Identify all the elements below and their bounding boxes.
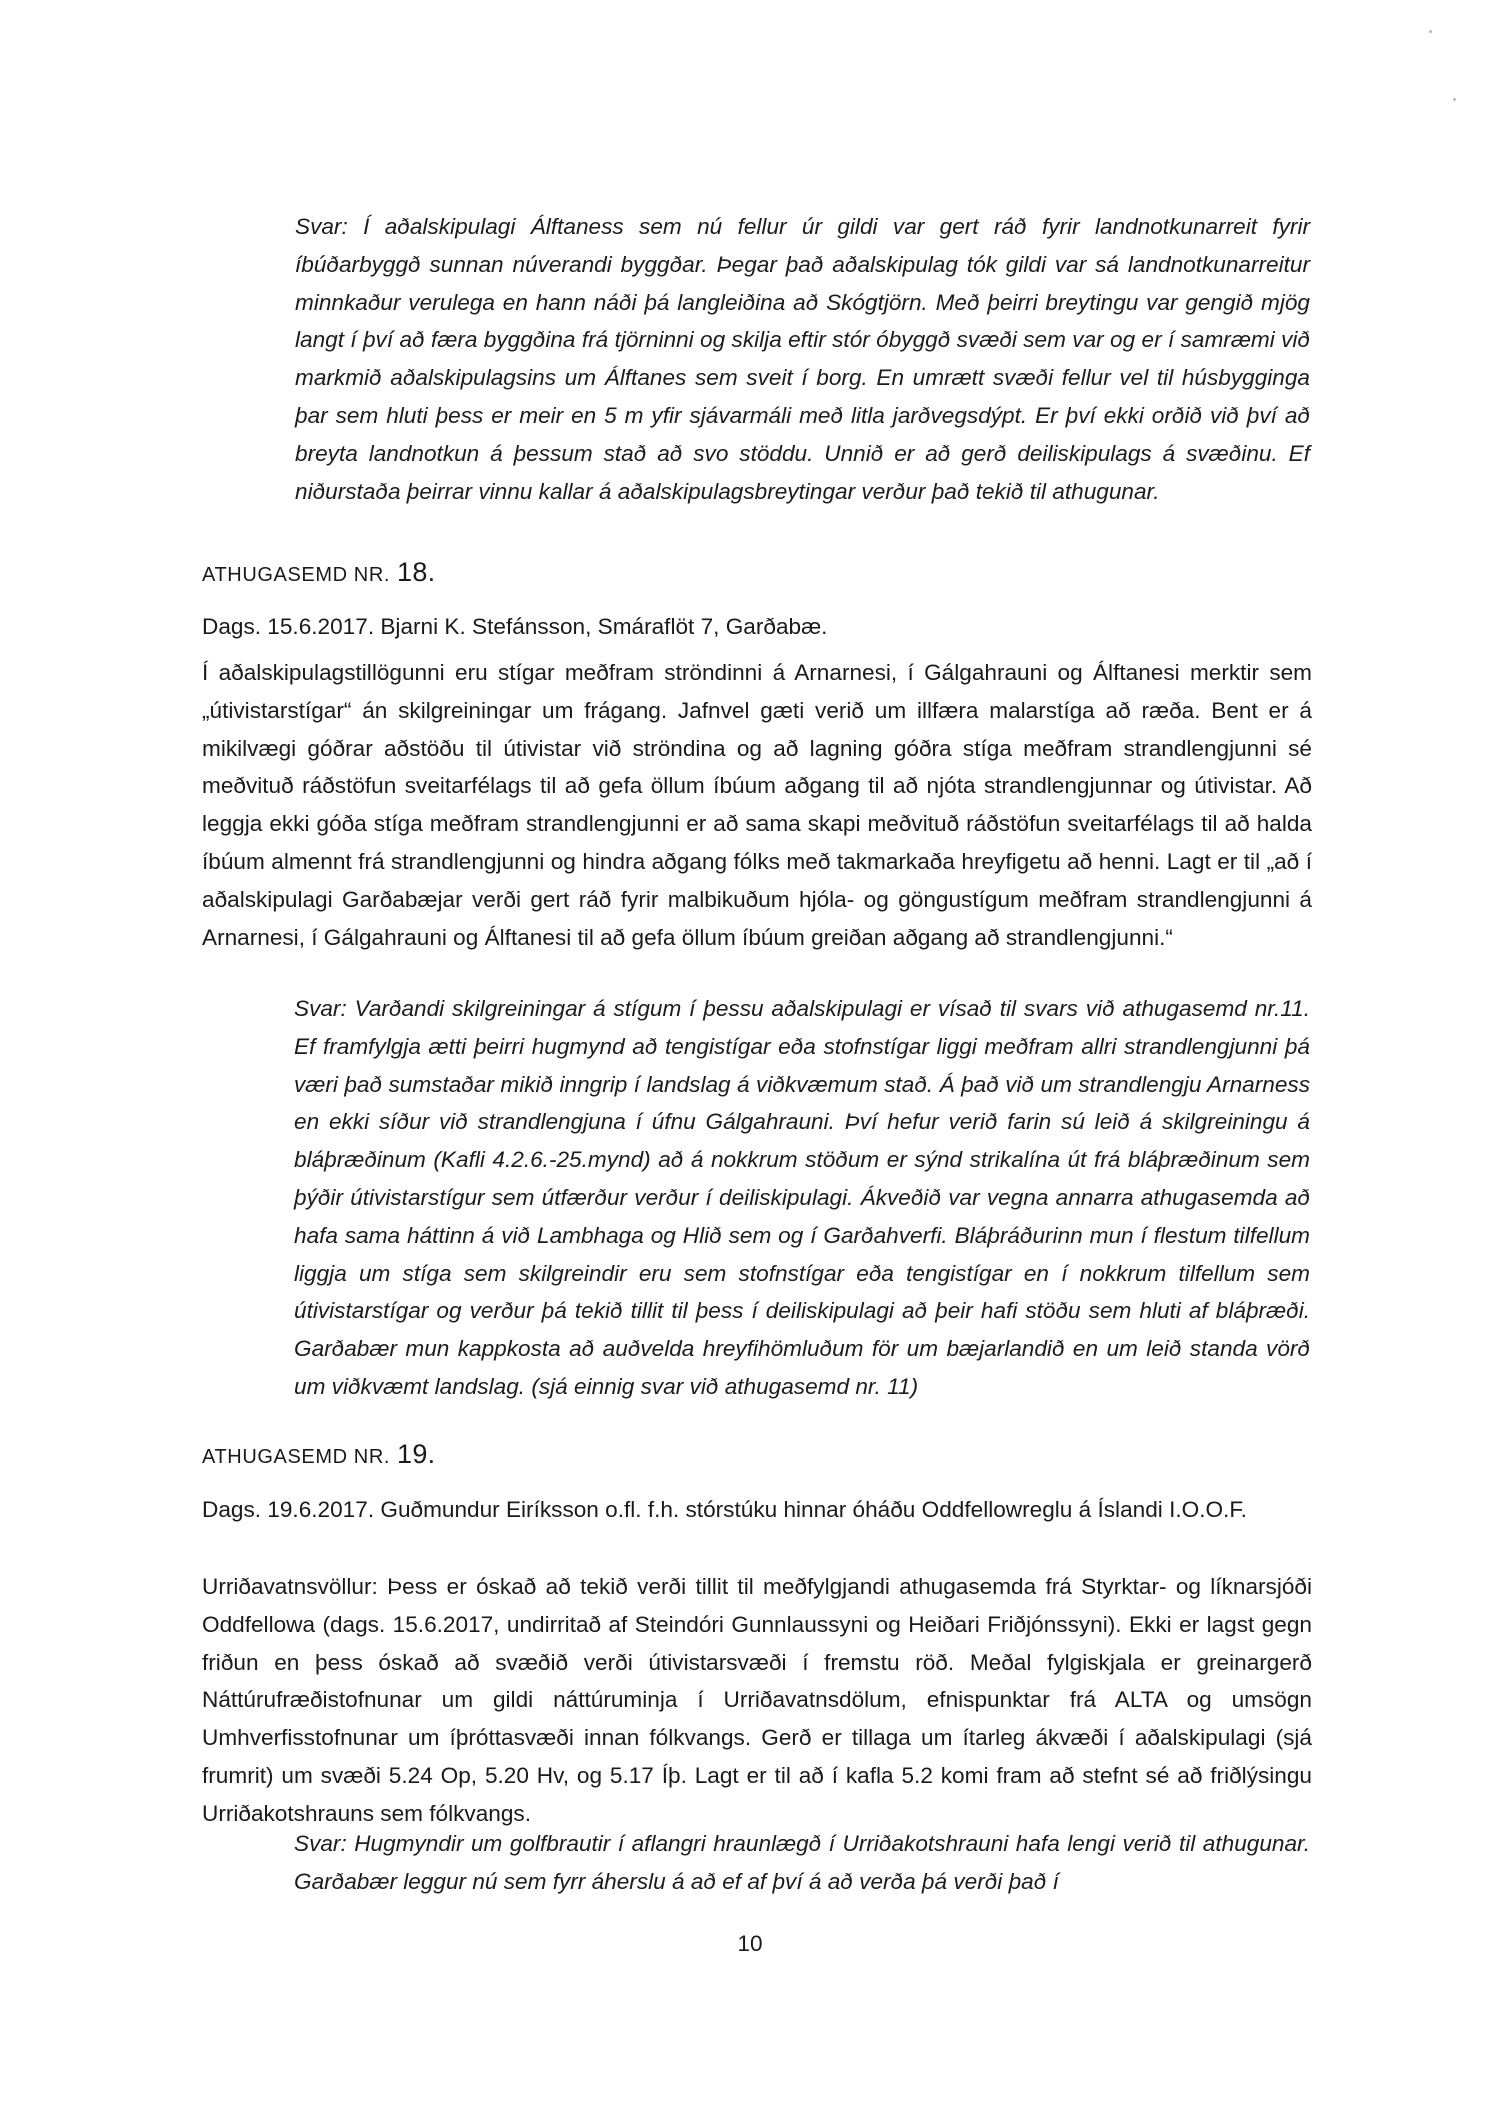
section-18-number: 18. bbox=[397, 557, 436, 587]
section-19-reply bbox=[294, 1825, 1310, 1901]
section-18-heading bbox=[202, 557, 435, 588]
scan-speck bbox=[1429, 30, 1432, 33]
page-number: 10 bbox=[737, 1931, 763, 1956]
reply-17-text: Svar: Í aðalskipulagi Álftaness sem nú fellur úr gildi var gert ráð fyrir landnotkunarreit fyrir íbúðarbyggð sunnan núverandi byggðar. Þegar það aðalskipulag tók gildi var sá landnotkunarreitur minnkaður verulega en hann náði þá langleiðina að Skógtjörn. Með þeirri breytingu var gengið mjög langt í því að færa byggðina frá tjörninni og skilja eftir stór óbyggð svæði sem var og er í samræmi við markmið aðalskipulagsins um Álftanes sem sveit í borg. En umrætt svæði fellur vel til húsbygginga þar sem hluti þess er meir en 5 m yfir sjávarmáli með litla jarðvegsdýpt. Er því ekki orðið við því að breyta landnotkun á þessum stað að svo stöddu. Unnið er að gerð deiliskipulags á svæðinu. Ef niðurstaða þeirrar vinnu kallar á aðalskipulagsbreytingar verður það tekið til athugunar. bbox=[295, 214, 1310, 504]
section-18-reply bbox=[294, 990, 1310, 1406]
section-18-reply-text: Svar: Varðandi skilgreiningar á stígum í þessu aðalskipulagi er vísað til svars við athugasemd nr.11. Ef framfylgja ætti þeirri hugmynd að tengistígar eða stofnstígar liggi meðfram allri strandlengjunni þá væri það sumstaðar mikið inngrip í landslag á viðkvæmum stað. Á það við um strandlengju Arnarness en ekki síður við strandlengjuna í úfnu Gálgahrauni. Því hefur verið farin sú leið á skilgreiningu á bláþræðinum (Kafli 4.2.6.-25.mynd) að á nokkrum stöðum er sýnd strikalína út frá bláþræðinum sem þýðir útivistarstígur sem útfærður verður í deiliskipulagi. Ákveðið var vegna annarra athugasemda að hafa sama háttinn á við Lambhaga og Hlið sem og í Garðahverfi. Bláþráðurinn mun í flestum tilfellum liggja um stíga sem skilgreindir eru sem stofnstígar eða tengistígar en í nokkrum tilfellum sem útivistarstígar og verður þá tekið tillit til þess í deiliskipulagi að þeir hafi stöðu sem hluti af bláþræði. Garðabær mun kappkosta að auðvelda hreyfihömluðum för um bæjarlandið en um leið standa vörð um viðkvæmt landslag. (sjá einnig svar við athugasemd nr. 11) bbox=[294, 996, 1310, 1399]
section-19-number: 19. bbox=[397, 1439, 436, 1469]
reply-to-comment-17 bbox=[295, 208, 1310, 510]
section-19-date-author bbox=[202, 1491, 1312, 1529]
section-18-date-author: Dags. 15.6.2017. Bjarni K. Stefánsson, Smáraflöt 7, Garðabæ. bbox=[202, 614, 828, 639]
section-19-label: ATHUGASEMD NR. bbox=[202, 1446, 391, 1468]
section-19-comment bbox=[202, 1568, 1312, 1833]
section-19-reply-text: Svar: Hugmyndir um golfbrautir í aflangri hraunlægð í Urriðakotshrauni hafa lengi verið til athugunar. Garðabær leggur nú sem fyrr áherslu á að ef af því á að verða þá verði það í bbox=[294, 1831, 1310, 1894]
section-19-comment-text: Urriðavatnsvöllur: Þess er óskað að tekið verði tillit til meðfylgjandi athugasemda frá Styrktar- og líknarsjóði Oddfellowa (dags. 15.6.2017, undirritað af Steindóri Gunnlaussyni og Heiðari Friðjónssyni). Ekki er lagst gegn friðun en þess óskað að svæðið verði útivistarsvæði í fremstu röð. Meðal fylgiskjala er greinargerð Náttúrufræðistofnunar um gildi náttúruminja í Urriðavatnsdölum, efnispunktar frá ALTA og umsögn Umhverfisstofnunar um íþróttasvæði innan fólkvangs. Gerð er tillaga um ítarleg ákvæði í aðalskipulagi (sjá frumrit) um svæði 5.24 Op, 5.20 Hv, og 5.17 Íþ. Lagt er til að í kafla 5.2 komi fram að stefnt sé að friðlýsingu Urriðakotshrauns sem fólkvangs. bbox=[202, 1574, 1312, 1826]
section-18-comment-text: Í aðalskipulagstillögunni eru stígar meðfram ströndinni á Arnarnesi, í Gálgahrauni og Álftanesi merktir sem „útivistarstígar“ án skilgreiningar um frágang. Jafnvel gæti verið um illfæra malarstíga að ræða. Bent er á mikilvægi góðrar aðstöðu til útivistar við ströndina og að lagning góðra stíga meðfram strandlengjunni sé meðvituð ráðstöfun sveitarfélags til að gefa öllum íbúum aðgang til að njóta strandlengjunnar og útivistar. Að leggja ekki góða stíga meðfram strandlengjunni er að sama skapi meðvituð ráðstöfun sveitarfélags til að halda íbúum almennt frá strandlengjunni og hindra aðgang fólks með takmarkaða hreyfigetu að henni. Lagt er til „að í aðalskipulagi Garðabæjar verði gert ráð fyrir malbikuðum hjóla- og göngustígum meðfram strandlengjunni á Arnarnesi, í Gálgahrauni og Álftanesi til að gefa öllum íbúum greiðan aðgang að strandlengjunni.“ bbox=[202, 660, 1312, 950]
section-19-date-author-text: Dags. 19.6.2017. Guðmundur Eiríksson o.fl. f.h. stórstúku hinnar óháðu Oddfellowreglu á Íslandi I.O.O.F. bbox=[202, 1497, 1247, 1522]
section-18-comment bbox=[202, 654, 1312, 956]
scan-speck bbox=[1453, 98, 1456, 101]
section-18-label: ATHUGASEMD NR. bbox=[202, 564, 391, 586]
section-19-heading bbox=[202, 1439, 435, 1470]
